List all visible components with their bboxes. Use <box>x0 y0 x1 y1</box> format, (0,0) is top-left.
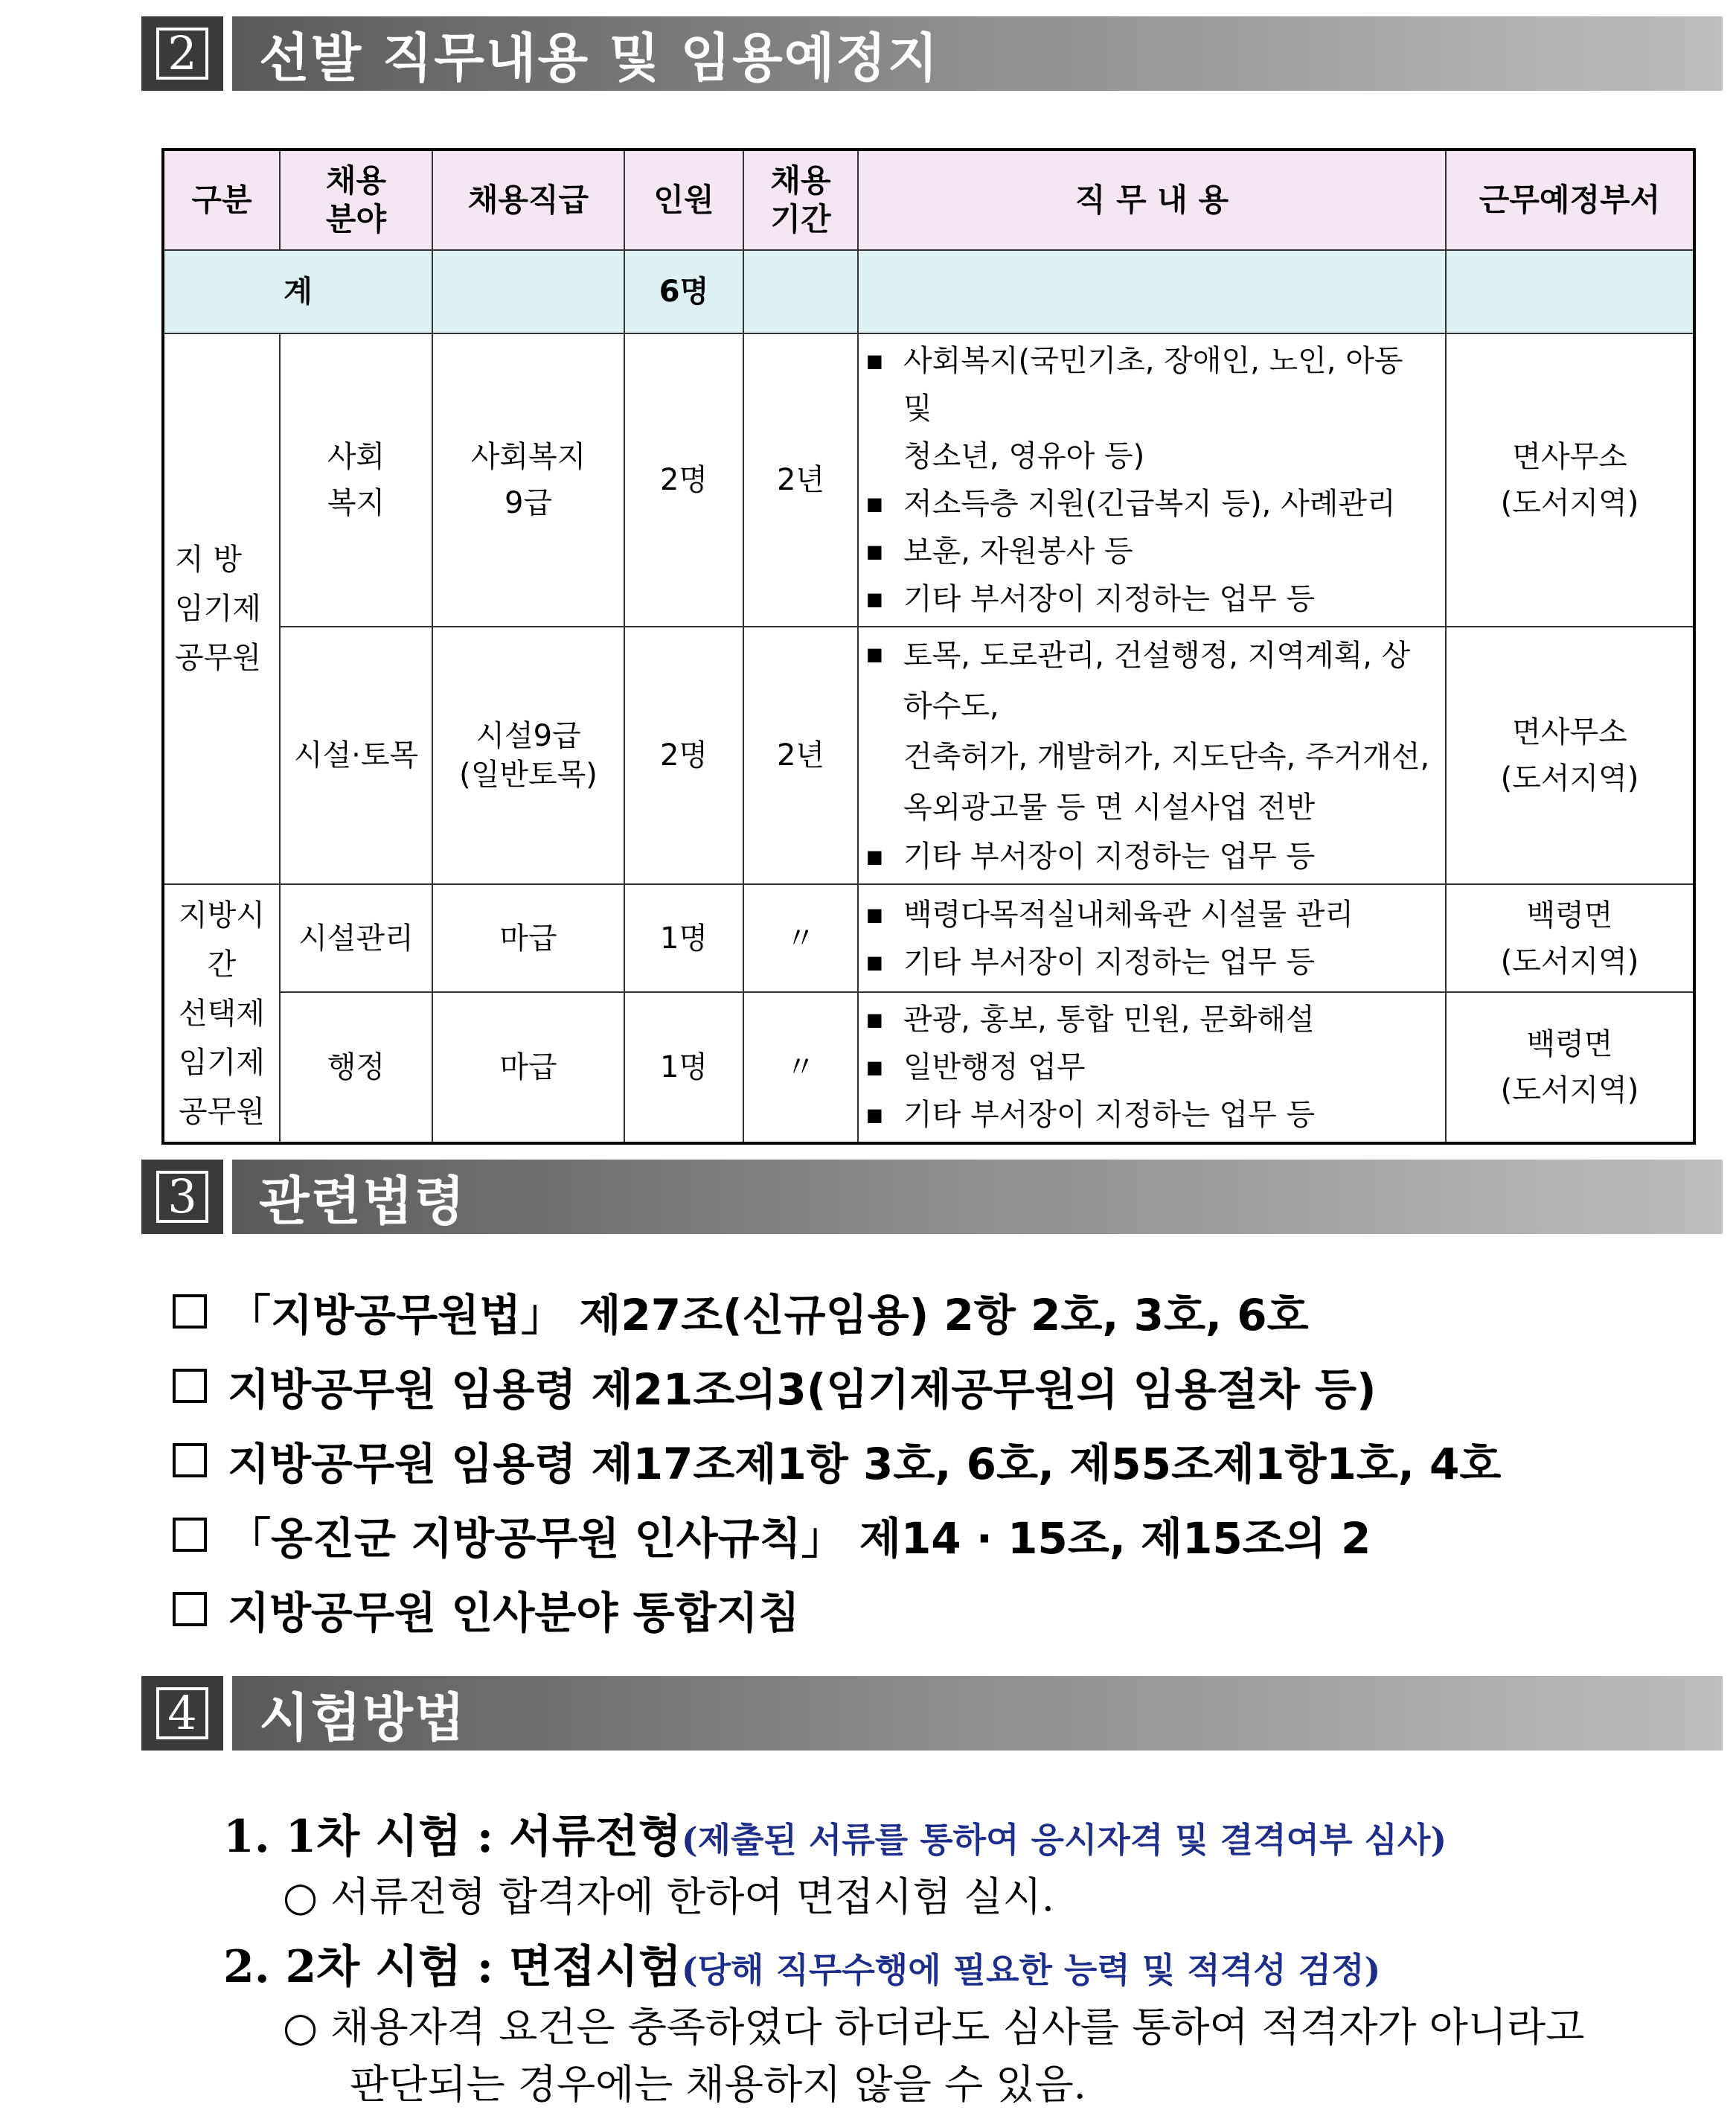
checkbox-icon <box>173 1369 207 1403</box>
row-duties <box>858 884 1446 992</box>
section-number: 3 <box>156 1171 208 1223</box>
table-row <box>163 884 1694 992</box>
row-field: 행정 <box>280 992 432 1143</box>
duty-item: ■ 토목, 도로관리, 건설행정, 지역계획, 상하수도, 건축허가, 개발허가, 지도단속, 주거개선, 옥외광고물 등 면 시설사업 전반 <box>866 630 1438 833</box>
checkbox-icon <box>173 1592 207 1626</box>
law-text: 지방공무원 인사분야 통합지침 <box>228 1588 800 1638</box>
exam-step-bullet-cont: 판단되는 경우에는 채용하지 않을 수 있음. <box>350 2061 1086 2108</box>
row-dept: 백령면 (도서지역) <box>1446 992 1694 1143</box>
law-text: 지방공무원 임용령 제21조의3(임기제공무원의 임용절차 등) <box>228 1364 1377 1415</box>
duty-item: ■ 일반행정 업무 <box>866 1043 1438 1091</box>
total-count: 6명 <box>624 250 743 333</box>
group-name: 지방시간 선택제 임기제 공무원 <box>163 884 280 1143</box>
exam-step-bullet: ○ 서류전형 합격자에 한하여 면접시험 실시. <box>283 1873 1054 1920</box>
exam-step-heading <box>223 1801 1447 1865</box>
row-period: 〃 <box>743 992 858 1143</box>
row-field: 사회 복지 <box>280 333 432 627</box>
header-field: 채용 분야 <box>280 150 432 250</box>
row-grade: 사회복지 9급 <box>432 333 624 627</box>
total-label: 계 <box>163 250 432 333</box>
exam-step-bullet: ○ 채용자격 요건은 충족하였다 하더라도 심사를 통하여 적격자가 아니라고 <box>283 2004 1585 2050</box>
row-field: 시설관리 <box>280 884 432 992</box>
header-dept: 근무예정부서 <box>1446 150 1694 250</box>
row-period: 〃 <box>743 884 858 992</box>
row-count: 1명 <box>624 884 743 992</box>
section-4-header <box>141 1676 1723 1751</box>
section-title-bar <box>232 1160 1723 1234</box>
table-row <box>163 333 1694 627</box>
jobs-table <box>161 148 1696 1145</box>
row-dept: 백령면 (도서지역) <box>1446 884 1694 992</box>
group-name: 지 방 임기제 공무원 <box>163 333 280 884</box>
header-duties: 직 무 내 용 <box>858 150 1446 250</box>
checkbox-icon <box>173 1294 207 1329</box>
section-number: 2 <box>156 28 208 80</box>
exam-step-title: 2. 2차 시험 : 면접시험 <box>223 1941 682 1993</box>
exam-step-note: (당해 직무수행에 필요한 능력 및 적격성 검정) <box>681 1950 1381 1990</box>
section-title-bar <box>232 16 1723 91</box>
table-row <box>163 992 1694 1143</box>
duty-item: ■ 관광, 홍보, 통합 민원, 문화해설 <box>866 996 1438 1043</box>
header-period: 채용 기간 <box>743 150 858 250</box>
duty-item: ■ 기타 부서장이 지정하는 업무 등 <box>866 575 1438 623</box>
exam-step-note: (제출된 서류를 통하여 응시자격 및 결격여부 심사) <box>681 1820 1447 1860</box>
section-number-box <box>141 16 223 91</box>
exam-step-title: 1. 1차 시험 : 서류전형 <box>223 1811 682 1863</box>
row-grade: 시설9급 (일반토목) <box>432 627 624 884</box>
row-duties <box>858 333 1446 627</box>
row-grade: 마급 <box>432 992 624 1143</box>
row-count: 2명 <box>624 333 743 627</box>
header-grade: 채용직급 <box>432 150 624 250</box>
section-title: 시험방법 <box>259 1687 467 1748</box>
row-dept: 면사무소 (도서지역) <box>1446 333 1694 627</box>
duty-item: ■ 보훈, 자원봉사 등 <box>866 528 1438 575</box>
table-row <box>163 627 1694 884</box>
section-title: 관련법령 <box>259 1170 467 1232</box>
checkbox-icon <box>173 1518 207 1552</box>
section-number-box <box>141 1160 223 1234</box>
section-number-box <box>141 1676 223 1751</box>
law-text: 「지방공무원법」 제27조(신규임용) 2항 2호, 3호, 6호 <box>228 1290 1309 1340</box>
section-number: 4 <box>156 1687 208 1739</box>
row-count: 1명 <box>624 992 743 1143</box>
law-item <box>173 1572 1501 1646</box>
law-text: 「옹진군 지방공무원 인사규칙」 제14 · 15조, 제15조의 2 <box>228 1513 1371 1564</box>
law-item <box>173 1274 1501 1349</box>
row-duties <box>858 627 1446 884</box>
section-3-header <box>141 1160 1723 1234</box>
duty-item: ■ 기타 부서장이 지정하는 업무 등 <box>866 939 1438 986</box>
table-total-row <box>163 250 1694 333</box>
row-field: 시설·토목 <box>280 627 432 884</box>
duty-item: ■ 사회복지(국민기초, 장애인, 노인, 아동 및 청소년, 영유아 등) <box>866 337 1438 480</box>
checkbox-icon <box>173 1443 207 1477</box>
row-period: 2년 <box>743 333 858 627</box>
exam-step-1 <box>223 1801 1447 1922</box>
row-count: 2명 <box>624 627 743 884</box>
section-title-bar <box>232 1676 1723 1751</box>
section-2-header <box>141 16 1723 91</box>
section-title: 선발 직무내용 및 임용예정지 <box>259 27 940 89</box>
exam-step-2 <box>223 1931 1584 2110</box>
row-period: 2년 <box>743 627 858 884</box>
law-item <box>173 1423 1501 1497</box>
duty-item: ■ 기타 부서장이 지정하는 업무 등 <box>866 833 1438 880</box>
laws-list <box>173 1274 1501 1646</box>
table-header-row <box>163 150 1694 250</box>
duty-item: ■ 백령다목적실내체육관 시설물 관리 <box>866 891 1438 939</box>
duty-item: ■ 기타 부서장이 지정하는 업무 등 <box>866 1091 1438 1139</box>
header-count: 인원 <box>624 150 743 250</box>
law-text: 지방공무원 임용령 제17조제1항 3호, 6호, 제55조제1항1호, 4호 <box>228 1439 1502 1489</box>
row-duties <box>858 992 1446 1143</box>
law-item <box>173 1349 1501 1423</box>
row-dept: 면사무소 (도서지역) <box>1446 627 1694 884</box>
law-item <box>173 1497 1501 1572</box>
duty-item: ■ 저소득층 지원(긴급복지 등), 사례관리 <box>866 480 1438 528</box>
row-grade: 마급 <box>432 884 624 992</box>
header-category: 구분 <box>163 150 280 250</box>
exam-step-heading <box>223 1931 1584 1995</box>
